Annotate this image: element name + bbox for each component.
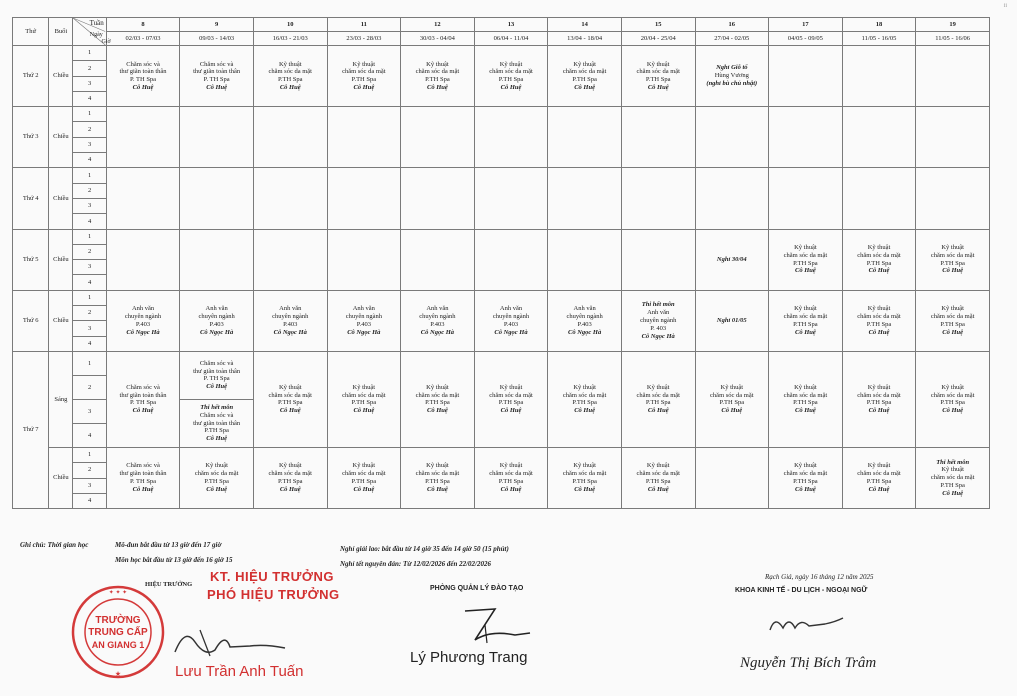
class-cell	[548, 107, 622, 168]
class-cell	[253, 168, 327, 229]
class-cell	[474, 168, 548, 229]
period-number: 1	[73, 46, 106, 61]
week-date-range: 13/04 - 18/04	[548, 32, 622, 46]
class-cell	[180, 229, 254, 290]
period-number: 1	[73, 168, 106, 183]
class-cell	[474, 229, 548, 290]
week-header: 9	[180, 18, 254, 32]
period-number: 4	[73, 493, 106, 508]
period-number: 3	[73, 137, 106, 152]
class-cell: Anh văn chuyên ngành P.403 Cô Ngọc Hà	[253, 290, 327, 351]
class-cell: Kỹ thuật chăm sóc da mặt P.TH Spa Cô Huệ	[916, 229, 990, 290]
class-cell: Kỹ thuật chăm sóc da mặt P.TH Spa Cô Huệ	[621, 351, 695, 447]
class-cell	[842, 107, 916, 168]
class-cell	[695, 447, 769, 508]
period-number: 4	[73, 153, 106, 168]
week-date-range: 02/03 - 07/03	[106, 32, 180, 46]
class-cell	[106, 107, 180, 168]
class-cell	[401, 229, 475, 290]
class-cell	[106, 229, 180, 290]
signature-3-icon	[765, 610, 845, 640]
period-number: 4	[73, 91, 106, 106]
page-number: ii	[1003, 3, 1007, 9]
class-cell	[401, 107, 475, 168]
week-date-range: 09/03 - 14/03	[180, 32, 254, 46]
class-cell: Anh văn chuyên ngành P.403 Cô Ngọc Hà	[327, 290, 401, 351]
period-number: 4	[73, 275, 106, 290]
week-header: 16	[695, 18, 769, 32]
class-cell: Kỹ thuật chăm sóc da mặt P.TH Spa Cô Huệ	[769, 290, 843, 351]
period-number: 1	[73, 107, 106, 122]
class-cell: Kỹ thuật chăm sóc da mặt P.TH Spa Cô Huệ	[253, 351, 327, 447]
class-cell: Kỹ thuật chăm sóc da mặt P.TH Spa Cô Huệ	[548, 46, 622, 107]
week-header: 12	[401, 18, 475, 32]
schedule-table	[12, 17, 990, 509]
period-number: 4	[73, 336, 106, 351]
header-thu: Thứ	[13, 18, 49, 46]
week-header: 14	[548, 18, 622, 32]
period-number: 3	[73, 76, 106, 91]
week-date-range: 27/04 - 02/05	[695, 32, 769, 46]
class-cell	[621, 168, 695, 229]
deputy-title: PHÓ HIỆU TRƯỞNG	[207, 587, 340, 602]
class-cell: Anh văn chuyên ngành P.403 Cô Ngọc Hà	[401, 290, 475, 351]
class-cell	[916, 46, 990, 107]
week-date-range: 30/03 - 04/04	[401, 32, 475, 46]
day-label: Thứ 4	[13, 168, 49, 229]
session-label: Chiều	[49, 229, 73, 290]
note-module-time: Mô-đun bắt đầu từ 13 giờ đến 17 giờ	[115, 541, 222, 549]
class-cell	[769, 46, 843, 107]
class-cell: Kỹ thuật chăm sóc da mặt P.TH Spa Cô Huệ	[474, 447, 548, 508]
session-label: Sáng	[49, 351, 73, 447]
class-cell: Anh văn chuyên ngành P.403 Cô Ngọc Hà	[180, 290, 254, 351]
deputy-kt-title: KT. HIỆU TRƯỞNG	[210, 569, 334, 584]
svg-text:✦ ✦ ✦: ✦ ✦ ✦	[108, 590, 128, 596]
period-number: 2	[73, 463, 106, 478]
class-cell: Kỹ thuật chăm sóc da mặt P.TH Spa Cô Huệ	[695, 351, 769, 447]
school-stamp	[70, 584, 166, 680]
week-header: 18	[842, 18, 916, 32]
period-number: 1	[73, 229, 106, 244]
class-cell: Kỹ thuật chăm sóc da mặt P.TH Spa Cô Huệ	[769, 447, 843, 508]
period-number: 3	[73, 260, 106, 275]
period-number: 4	[73, 423, 106, 447]
class-cell: Anh văn chuyên ngành P.403 Cô Ngọc Hà	[474, 290, 548, 351]
class-cell	[769, 168, 843, 229]
day-label: Thứ 5	[13, 229, 49, 290]
period-number: 2	[73, 244, 106, 259]
class-cell: Chăm sóc và thư giãn toàn thân P. TH Spa Cô Huệ	[106, 46, 180, 107]
session-label: Chiều	[49, 168, 73, 229]
stamp-line-3: AN GIANG 1	[91, 640, 145, 650]
class-cell	[180, 168, 254, 229]
class-cell: Kỹ thuật chăm sóc da mặt P.TH Spa Cô Huệ	[327, 447, 401, 508]
class-cell: Kỹ thuật chăm sóc da mặt P.TH Spa Cô Huệ	[474, 46, 548, 107]
session-label: Chiều	[49, 447, 73, 508]
note-subject-time: Môn học bắt đầu từ 13 giờ đến 16 giờ 15	[115, 556, 233, 564]
class-cell: Kỹ thuật chăm sóc da mặt P.TH Spa Cô Huệ	[769, 351, 843, 447]
note-break: Nghỉ giải lao: bắt đầu từ 14 giờ 35 đến 14 giờ 50 (15 phút)	[340, 545, 509, 553]
day-label: Thứ 2	[13, 46, 49, 107]
class-cell: Kỹ thuật chăm sóc da mặt P.TH Spa Cô Huệ	[180, 447, 254, 508]
class-cell	[621, 107, 695, 168]
class-cell: Anh văn chuyên ngành P.403 Cô Ngọc Hà	[106, 290, 180, 351]
class-cell	[842, 46, 916, 107]
class-cell: Kỹ thuật chăm sóc da mặt P.TH Spa Cô Huệ	[253, 46, 327, 107]
period-number: 3	[73, 478, 106, 493]
class-cell	[327, 168, 401, 229]
class-cell: Nghỉ Giỗ tổ Hùng Vương (nghỉ bù chủ nhật)	[695, 46, 769, 107]
period-number: 3	[73, 198, 106, 213]
signer-3-name: Nguyễn Thị Bích Trâm	[740, 655, 877, 671]
week-header: 8	[106, 18, 180, 32]
stamp-line-2: TRUNG CẤP	[88, 627, 148, 638]
session-label: Chiều	[49, 290, 73, 351]
period-number: 3	[73, 321, 106, 336]
session-label: Chiều	[49, 107, 73, 168]
faculty-title: KHOA KINH TẾ - DU LỊCH - NGOẠI NGỮ	[735, 587, 868, 594]
class-cell: Chăm sóc và thư giãn toàn thân P. TH Spa Cô Huệ	[180, 46, 254, 107]
header-diagonal: Tuần Ngày Giờ	[73, 18, 106, 46]
class-cell	[253, 107, 327, 168]
class-cell: Kỹ thuật chăm sóc da mặt P.TH Spa Cô Huệ	[842, 447, 916, 508]
class-cell	[327, 229, 401, 290]
week-date-range: 06/04 - 11/04	[474, 32, 548, 46]
day-label: Thứ 3	[13, 107, 49, 168]
class-cell: Kỹ thuật chăm sóc da mặt P.TH Spa Cô Huệ	[621, 447, 695, 508]
class-cell	[548, 168, 622, 229]
day-label: Thứ 6	[13, 290, 49, 351]
period-number: 3	[73, 399, 106, 423]
class-cell: Chăm sóc và thư giãn toàn thân P. TH Spa Cô Huệ	[106, 351, 180, 447]
period-number: 2	[73, 122, 106, 137]
class-cell	[621, 229, 695, 290]
class-cell: Kỹ thuật chăm sóc da mặt P.TH Spa Cô Huệ	[327, 46, 401, 107]
class-cell	[842, 168, 916, 229]
sign-date: Rạch Giá, ngày 16 tháng 12 năm 2025	[765, 573, 874, 581]
period-number: 1	[73, 351, 106, 375]
period-number: 2	[73, 306, 106, 321]
class-cell: Chăm sóc và thư giãn toàn thân P. TH Spa Cô Huệ	[106, 447, 180, 508]
class-cell: Kỹ thuật chăm sóc da mặt P.TH Spa Cô Huệ	[621, 46, 695, 107]
class-cell	[769, 107, 843, 168]
class-cell	[695, 168, 769, 229]
week-header: 13	[474, 18, 548, 32]
class-cell: Thi hết môn Chăm sóc và thư giãn toàn thân P.TH Spa Cô Huệ	[180, 399, 254, 447]
note-tet: Nghỉ tết nguyên đán: Từ 12/02/2026 đến 22/02/2026	[340, 560, 492, 568]
class-cell: Kỹ thuật chăm sóc da mặt P.TH Spa Cô Huệ	[548, 447, 622, 508]
week-header: 11	[327, 18, 401, 32]
class-cell	[474, 107, 548, 168]
class-cell: Kỹ thuật chăm sóc da mặt P.TH Spa Cô Huệ	[916, 290, 990, 351]
week-date-range: 04/05 - 09/05	[769, 32, 843, 46]
class-cell	[916, 107, 990, 168]
class-cell: Kỹ thuật chăm sóc da mặt P.TH Spa Cô Huệ	[474, 351, 548, 447]
class-cell	[401, 168, 475, 229]
class-cell: Nghỉ 30/04	[695, 229, 769, 290]
class-cell	[180, 107, 254, 168]
training-dept-title: PHÒNG QUẢN LÝ ĐÀO TẠO	[430, 585, 524, 592]
class-cell: Kỹ thuật chăm sóc da mặt P.TH Spa Cô Huệ	[842, 229, 916, 290]
period-number: 2	[73, 375, 106, 399]
stamp-line-1: TRƯỜNG	[95, 615, 141, 626]
week-header: 19	[916, 18, 990, 32]
note-label: Ghi chú: Thời gian học	[20, 541, 89, 549]
week-date-range: 11/05 - 16/06	[916, 32, 990, 46]
class-cell: Kỹ thuật chăm sóc da mặt P.TH Spa Cô Huệ	[327, 351, 401, 447]
period-number: 2	[73, 61, 106, 76]
class-cell	[327, 107, 401, 168]
class-cell: Kỹ thuật chăm sóc da mặt P.TH Spa Cô Huệ	[401, 447, 475, 508]
class-cell	[548, 229, 622, 290]
week-date-range: 16/03 - 21/03	[253, 32, 327, 46]
signer-2-name: Lý Phương Trang	[410, 649, 528, 666]
session-label: Chiều	[49, 46, 73, 107]
class-cell: Kỹ thuật chăm sóc da mặt P.TH Spa Cô Huệ	[916, 351, 990, 447]
class-cell	[253, 229, 327, 290]
week-date-range: 23/03 - 28/03	[327, 32, 401, 46]
class-cell: Nghỉ 01/05	[695, 290, 769, 351]
class-cell: Kỹ thuật chăm sóc da mặt P.TH Spa Cô Huệ	[769, 229, 843, 290]
signer-1-name: Lưu Trần Anh Tuấn	[175, 663, 304, 680]
svg-text:★: ★	[114, 670, 122, 678]
period-number: 2	[73, 183, 106, 198]
class-cell: Thi hết môn Anh văn chuyên ngành P. 403 Cô Ngọc Hà	[621, 290, 695, 351]
class-cell	[106, 168, 180, 229]
class-cell	[695, 107, 769, 168]
class-cell: Thi hết môn Kỹ thuật chăm sóc da mặt P.TH Spa Cô Huệ	[916, 447, 990, 508]
principal-title: HIỆU TRƯỞNG	[145, 581, 193, 588]
period-number: 4	[73, 214, 106, 229]
class-cell: Kỹ thuật chăm sóc da mặt P.TH Spa Cô Huệ	[842, 290, 916, 351]
header-buoi: Buổi	[49, 18, 73, 46]
class-cell: Chăm sóc và thư giãn toàn thân P. TH Spa Cô Huệ	[180, 351, 254, 399]
week-header: 17	[769, 18, 843, 32]
week-header: 10	[253, 18, 327, 32]
class-cell: Kỹ thuật chăm sóc da mặt P.TH Spa Cô Huệ	[842, 351, 916, 447]
class-cell	[916, 168, 990, 229]
class-cell: Kỹ thuật chăm sóc da mặt P.TH Spa Cô Huệ	[401, 351, 475, 447]
period-number: 1	[73, 290, 106, 305]
period-number: 1	[73, 447, 106, 462]
class-cell: Anh văn chuyên ngành P.403 Cô Ngọc Hà	[548, 290, 622, 351]
class-cell: Kỹ thuật chăm sóc da mặt P.TH Spa Cô Huệ	[401, 46, 475, 107]
week-date-range: 11/05 - 16/05	[842, 32, 916, 46]
week-header: 15	[621, 18, 695, 32]
class-cell: Kỹ thuật chăm sóc da mặt P.TH Spa Cô Huệ	[548, 351, 622, 447]
day-label: Thứ 7	[13, 351, 49, 508]
class-cell: Kỹ thuật chăm sóc da mặt P.TH Spa Cô Huệ	[253, 447, 327, 508]
week-date-range: 20/04 - 25/04	[621, 32, 695, 46]
signature-1-icon	[170, 622, 290, 662]
signature-2-icon	[455, 605, 535, 647]
